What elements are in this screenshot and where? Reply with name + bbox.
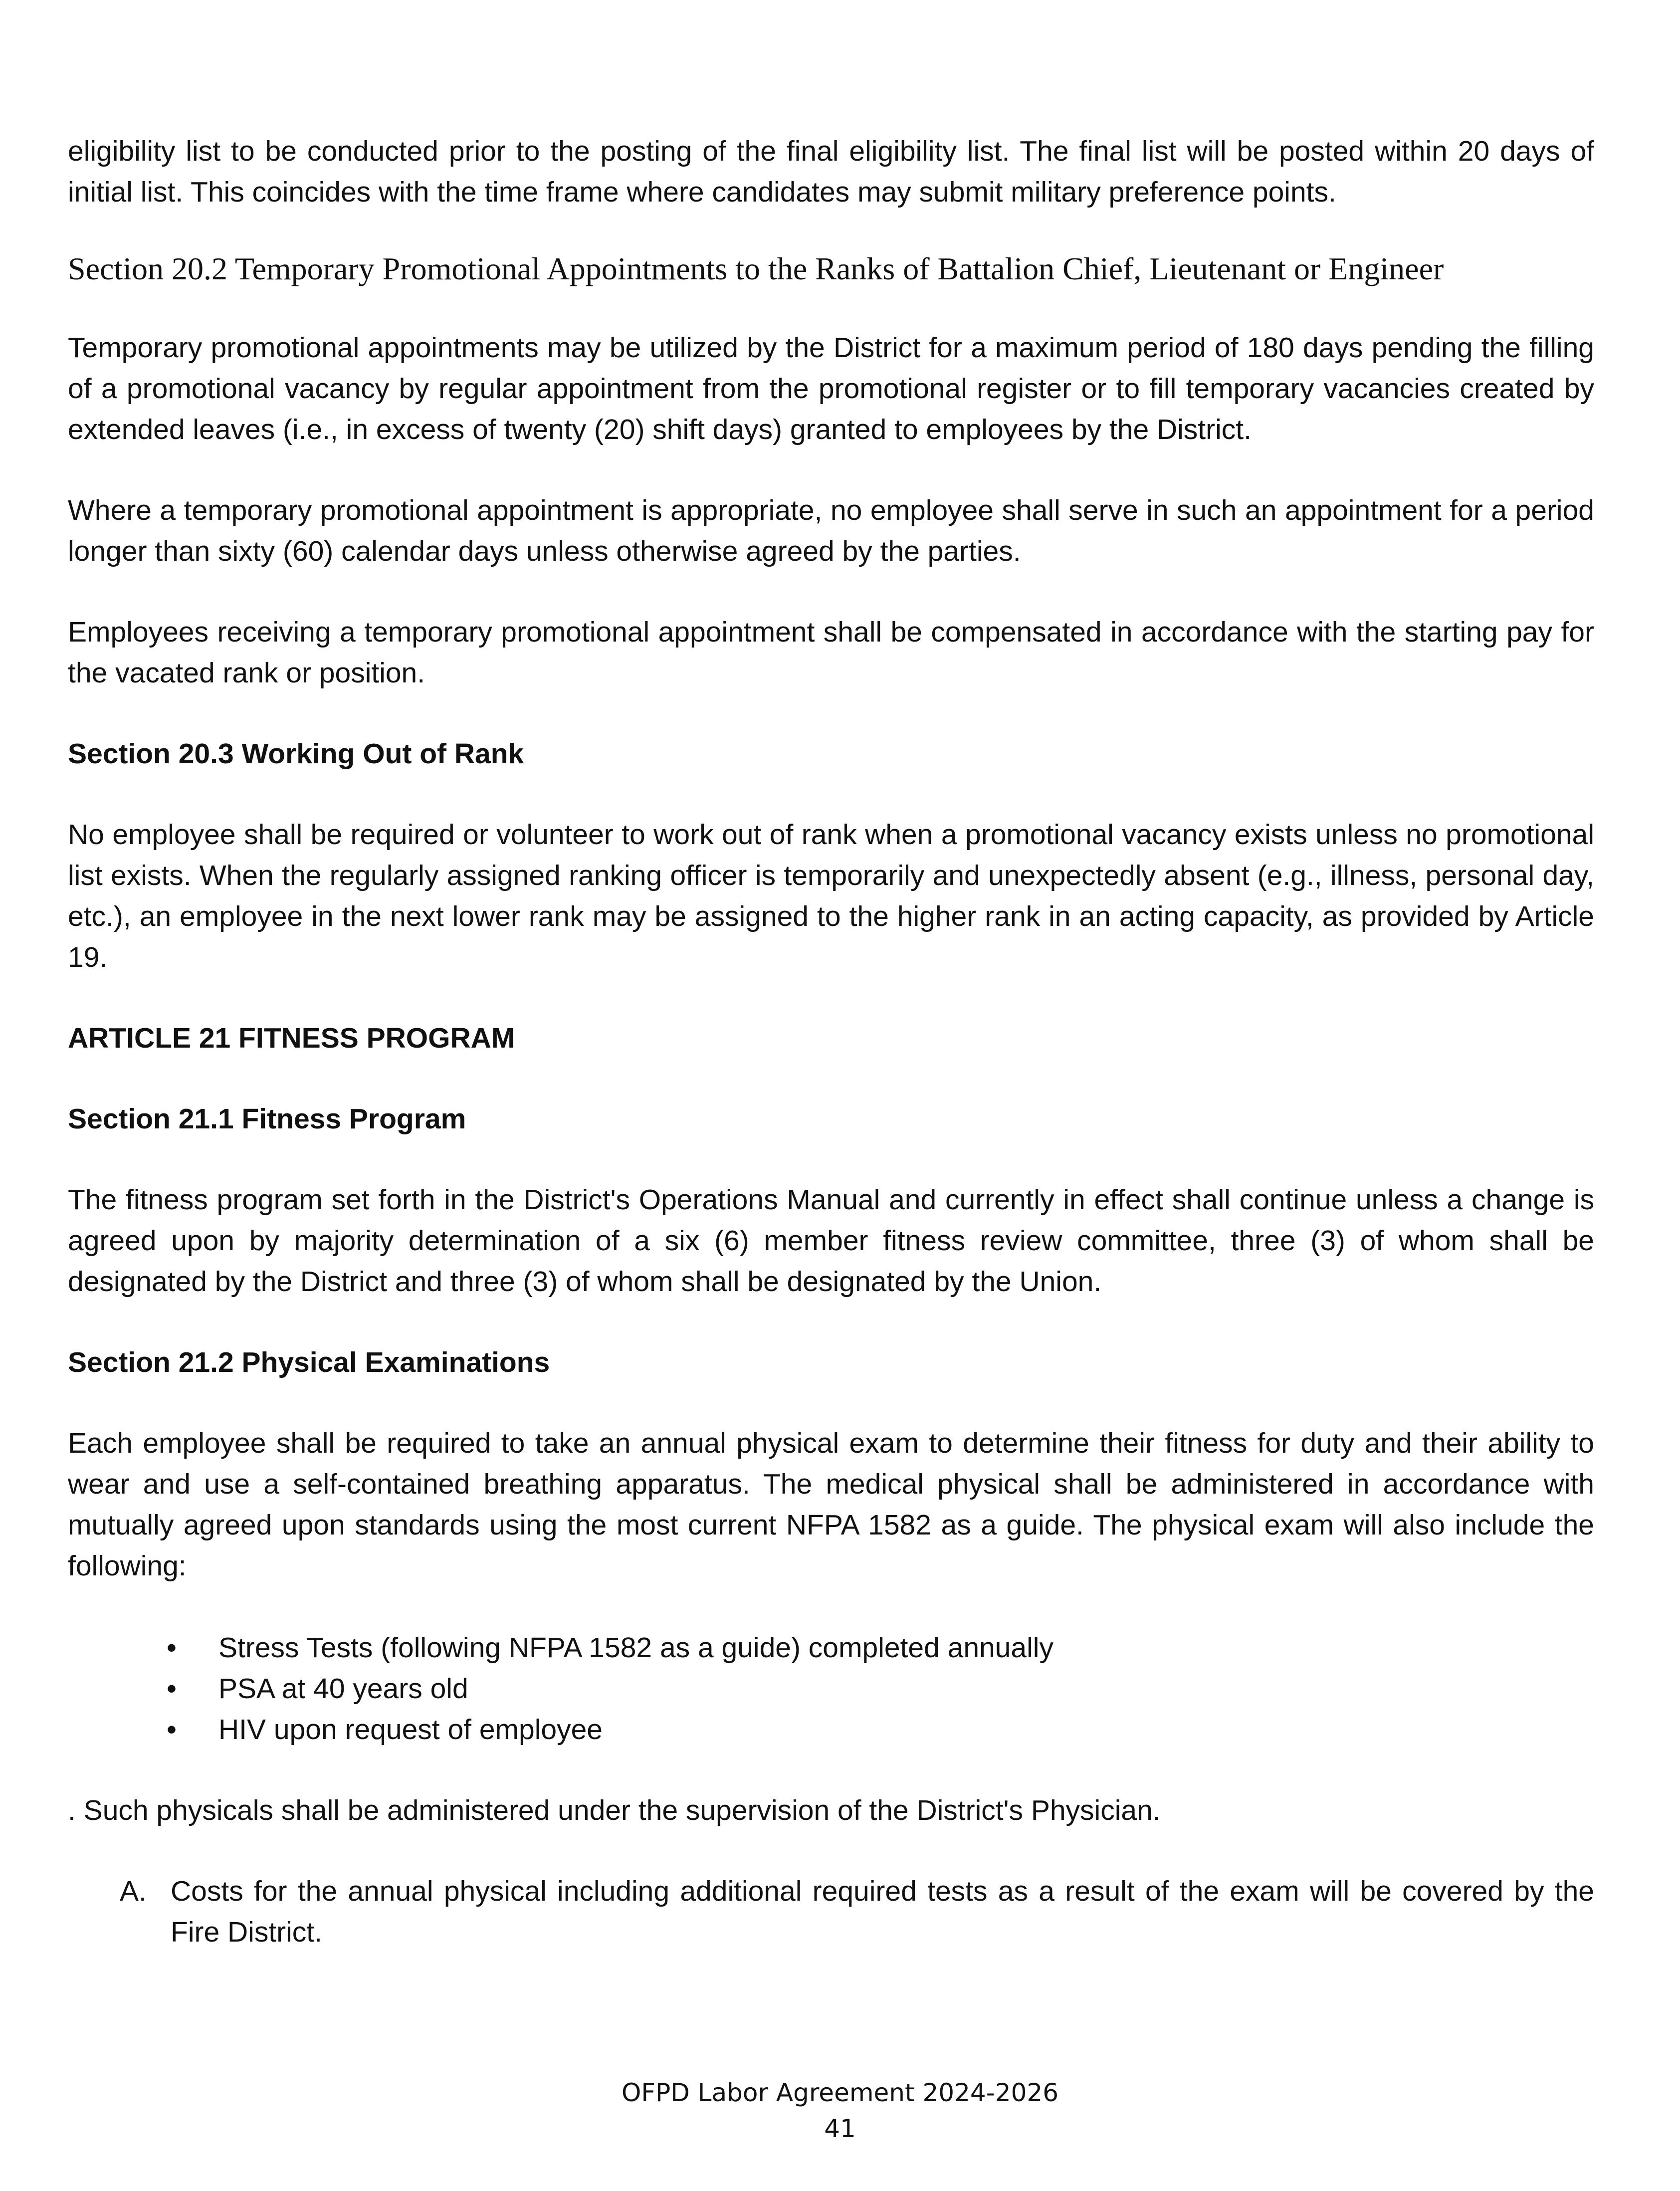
list-item-text: HIV upon request of employee	[218, 1714, 603, 1746]
paragraph-eligibility-list: eligibility list to be conducted prior to the posting of the final eligibility list. The final list will be posted within 20 days of initial list. This coincides with the time frame where candidates may submit military preference points.	[68, 135, 1594, 208]
paragraph-working-out-of-rank: No employee shall be required or volunteer to work out of rank when a promotional vacancy exists unless no promotional list exists. When the regularly assigned ranking officer is temporarily and unexpectedly absent (e.g., illness, personal day, etc.), an employee in the next lower rank may be assigned to the higher rank in an acting capacity, as provided by Article 19.	[68, 819, 1594, 973]
list-item	[68, 1709, 1594, 1750]
item-text: Costs for the annual physical including additional required tests as a result of the exam will be covered by the Fire District.	[171, 1875, 1594, 1948]
section-20-3-heading: Section 20.3 Working Out of Rank	[68, 738, 524, 770]
paragraph-temporary-appointments: Temporary promotional appointments may be utilized by the District for a maximum period of 180 days pending the filling of a promotional vacancy by regular appointment from the promotional register or to fill temporary vacancies created by extended leaves (i.e., in excess of twenty (20) shift days) granted to employees by the District.	[68, 332, 1594, 445]
list-item-text: Stress Tests (following NFPA 1582 as a guide) completed annually	[218, 1632, 1053, 1664]
section-21-2-heading: Section 21.2 Physical Examinations	[68, 1346, 550, 1378]
document-body	[68, 131, 1594, 1953]
bullet-icon: •	[167, 1714, 177, 1746]
section-21-1-heading: Section 21.1 Fitness Program	[68, 1103, 466, 1135]
bullet-icon: •	[167, 1632, 177, 1664]
footer-document-title: OFPD Labor Agreement 2024-2026	[621, 2078, 1059, 2107]
paragraph-physical-exam: Each employee shall be required to take an annual physical exam to determine their fitness for duty and their ability to wear and use a self-contained breathing apparatus. The medical physical shall be administered in accordance with mutually agreed upon standards using the most current NFPA 1582 as a guide. The physical exam will also include the following:	[68, 1427, 1594, 1582]
paragraph-fitness-program: The fitness program set forth in the District's Operations Manual and currently in effect shall continue unless a change is agreed upon by majority determination of a six (6) member fitness review committee, three (3) of whom shall be designated by the District and three (3) of whom shall be designated by the Union.	[68, 1184, 1594, 1298]
item-letter: A.	[120, 1875, 147, 1907]
lettered-item-a	[68, 1871, 1594, 1953]
paragraph-appointment-duration: Where a temporary promotional appointment is appropriate, no employee shall serve in such an appointment for a period longer than sixty (60) calendar days unless otherwise agreed by the parties.	[68, 494, 1594, 567]
paragraph-physician-supervision: . Such physicals shall be administered under the supervision of the District's Physician.	[68, 1794, 1161, 1826]
list-item-text: PSA at 40 years old	[218, 1673, 468, 1705]
exam-tests-list	[68, 1627, 1594, 1750]
list-item	[68, 1668, 1594, 1709]
bullet-icon: •	[167, 1673, 177, 1705]
article-21-heading: ARTICLE 21 FITNESS PROGRAM	[68, 1022, 515, 1054]
paragraph-appointment-compensation: Employees receiving a temporary promotional appointment shall be compensated in accordance with the starting pay for the vacated rank or position.	[68, 616, 1594, 689]
footer-page-number: 41	[824, 2114, 856, 2143]
list-item	[68, 1627, 1594, 1668]
section-20-2-heading: Section 20.2 Temporary Promotional Appointments to the Ranks of Battalion Chief, Lieutenant or Engineer	[68, 251, 1444, 286]
